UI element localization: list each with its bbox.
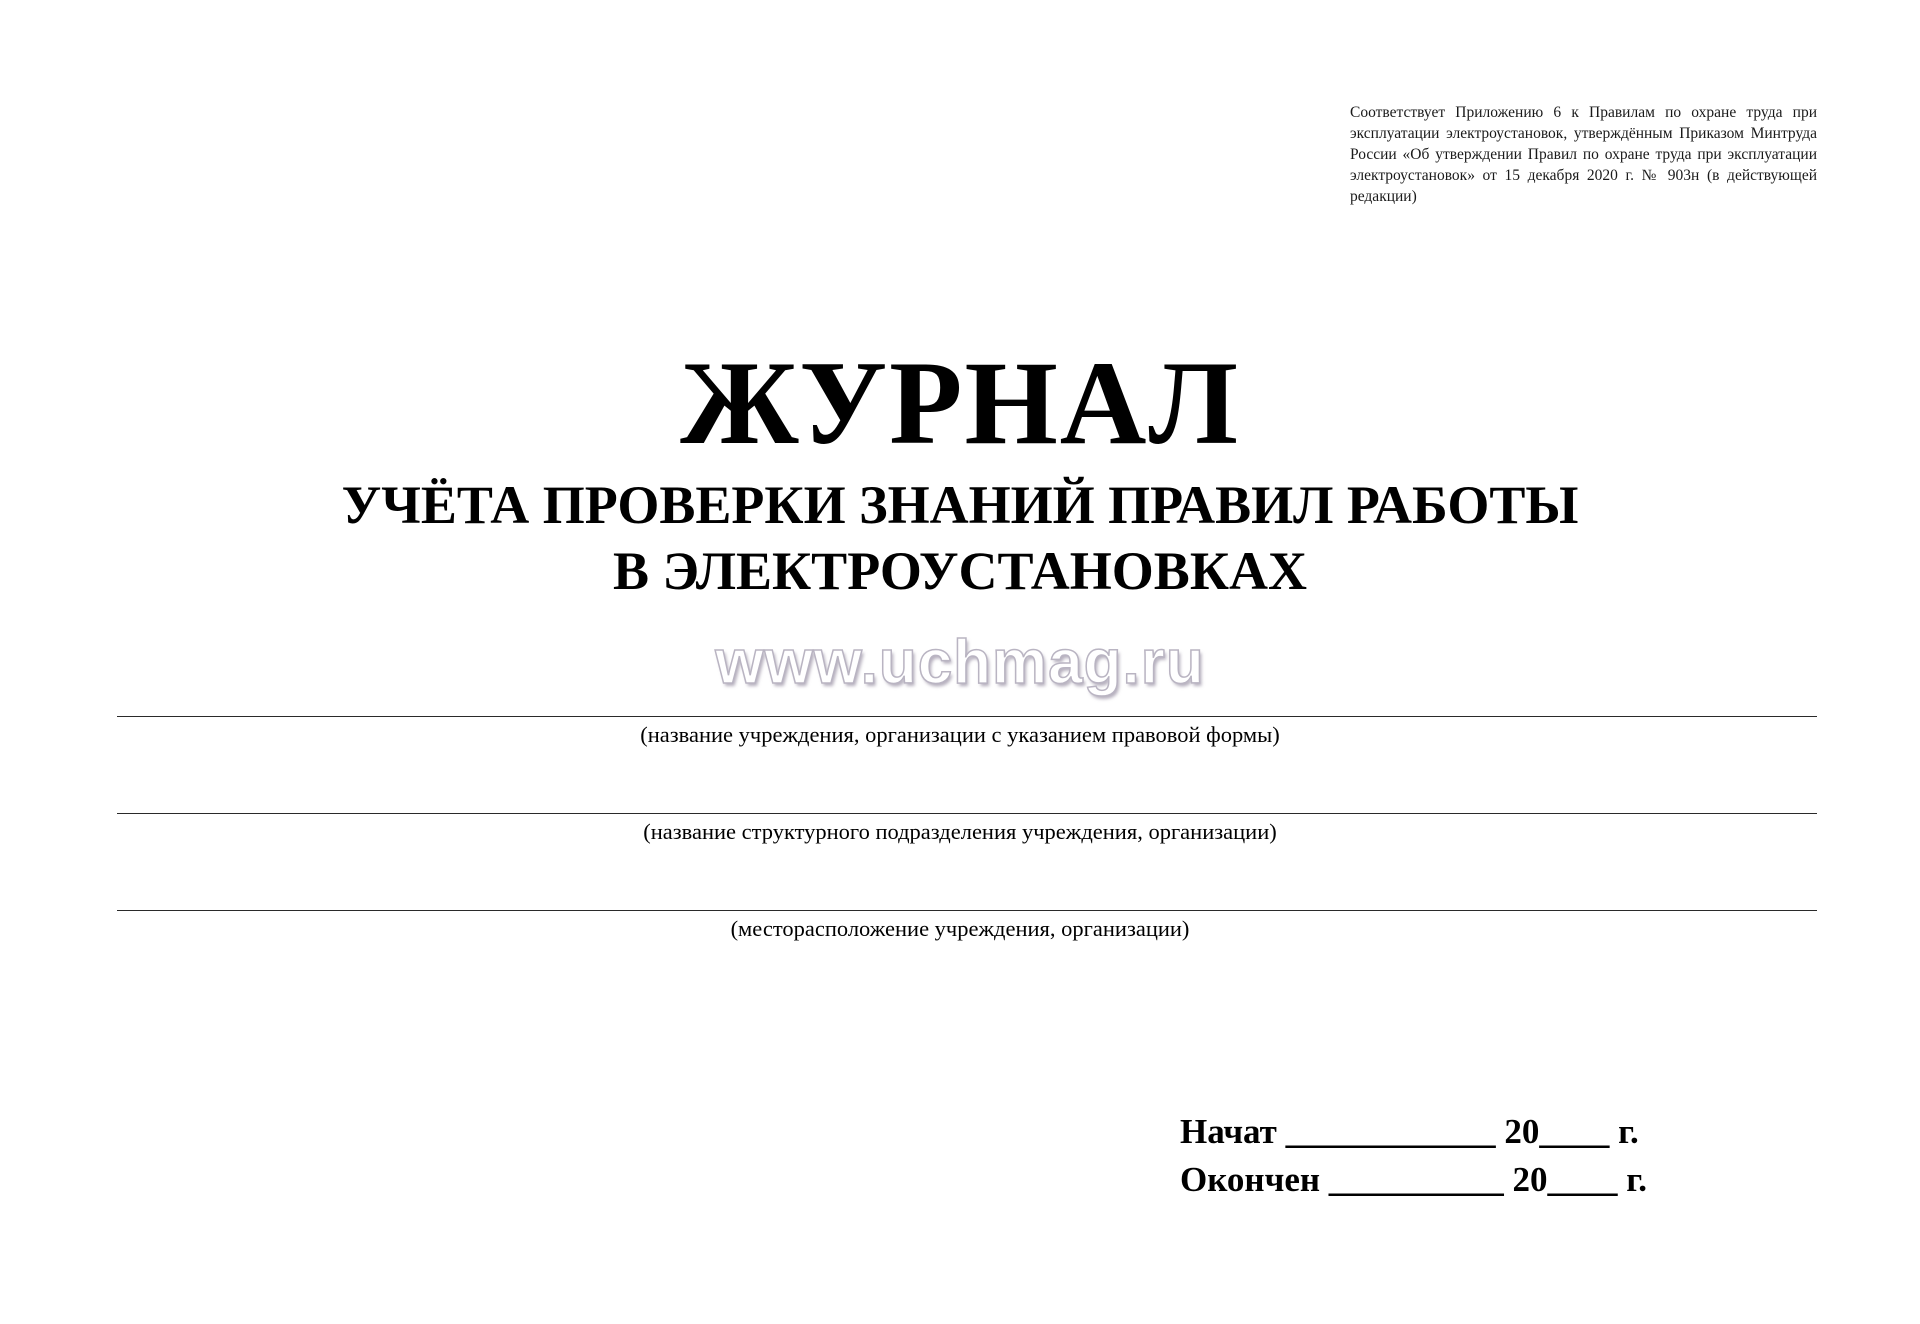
department-name-line[interactable] [117,813,1817,814]
journal-dates [1180,1108,1647,1204]
journal-subtitle-line-1: УЧЁТА ПРОВЕРКИ ЗНАНИЙ ПРАВИЛ РАБОТЫ [341,475,1579,535]
location-line[interactable] [117,910,1817,911]
compliance-note: Соответствует Приложению 6 к Правилам по охране труда при эксплуатации электроустановок, утверждённым Приказом Минтруда России «Об утверждении Правил по охране труда при эксплуатации электроустановок» от 15 декабря 2020 г. № 903н (в действующей редакции) [1350,104,1817,205]
journal-subtitle-line-2: В ЭЛЕКТРОУСТАНОВКАХ [613,541,1307,601]
journal-subtitle [0,472,1920,604]
journal-title: ЖУРНАЛ [680,336,1240,469]
started-date-row[interactable]: Начат ____________ 20____ г. [1180,1112,1639,1151]
organization-name-line[interactable] [117,716,1817,717]
department-name-caption: (название структурного подразделения учреждения, организации) [643,819,1277,844]
location-caption: (месторасположение учреждения, организации) [730,916,1190,941]
finished-date-row[interactable]: Окончен __________ 20____ г. [1180,1160,1647,1199]
organization-name-caption: (название учреждения, организации с указанием правовой формы) [640,722,1280,747]
watermark: www.uchmag.ru [715,628,1205,697]
